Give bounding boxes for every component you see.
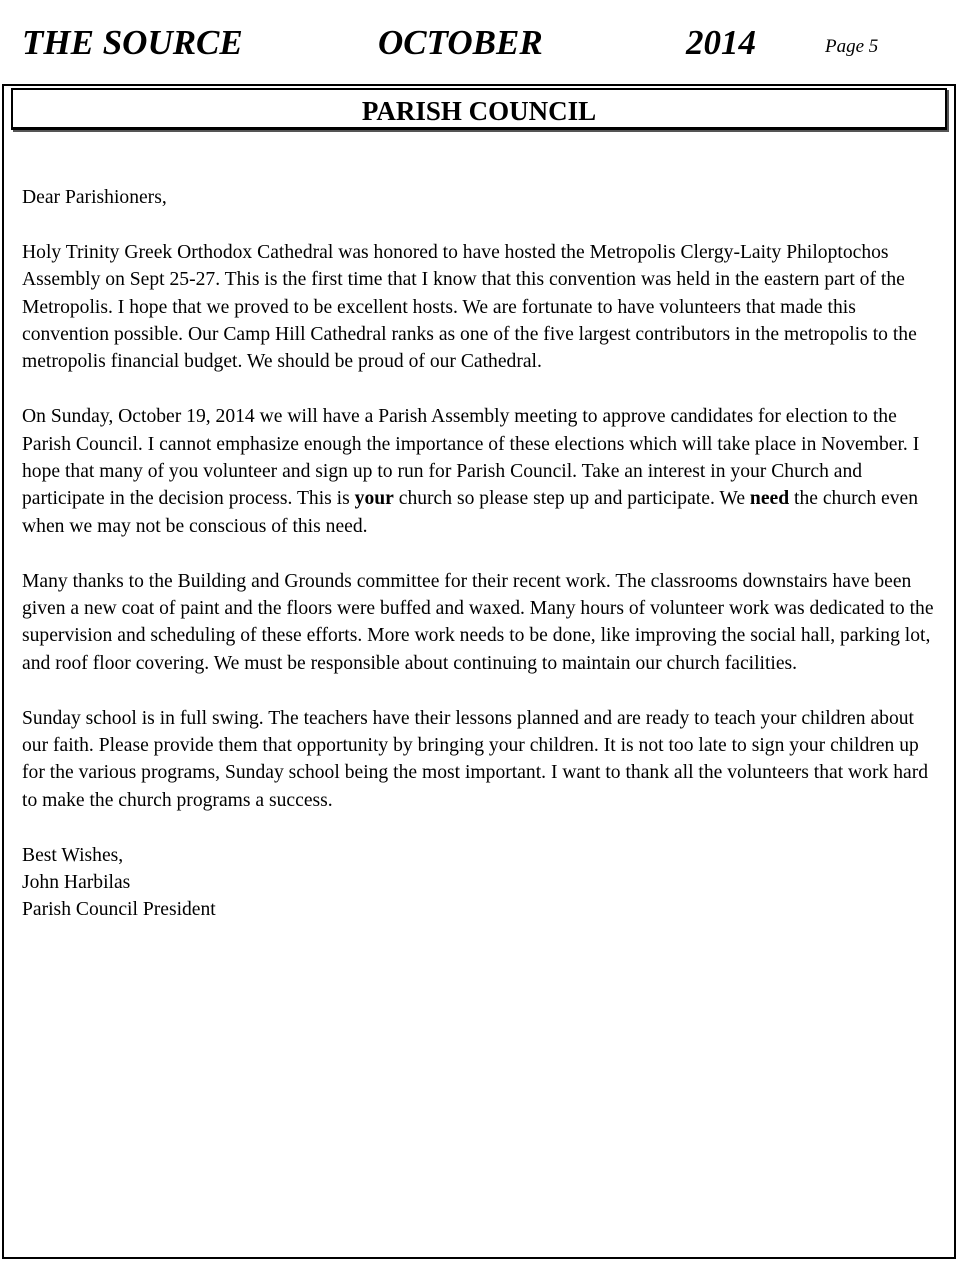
signer-title: Parish Council President: [22, 899, 216, 921]
signer-name: John Harbilas: [22, 872, 131, 894]
issue-year: 2014: [686, 23, 756, 62]
letter-body: [22, 184, 942, 924]
section-title-box: [11, 88, 947, 130]
page-header: [22, 20, 922, 66]
section-title: PARISH COUNCIL: [361, 96, 597, 126]
page-number: Page 5: [825, 36, 879, 57]
paragraph-sunday-school: Sunday school is in full swing. The teachers have their lessons planned and are ready to teach your children about our faith. Please provide them that opportunity by bringing your children. It is not too late to sign your children up for the various programs, Sunday school being the most important. I want to thank all the volunteers that work hard to make the church programs a success.: [22, 707, 929, 811]
paragraph-building-grounds: Many thanks to the Building and Grounds committee for their recent work. The classrooms downstairs have been given a new coat of paint and the floors were buffed and waxed. Many hours of volunteer work was dedicated to the supervision and scheduling of these efforts. More work needs to be done, like improving the social hall, parking lot, and roof floor covering. We must be responsible about continuing to maintain our church facilities.: [22, 570, 934, 674]
paragraph-text: the church even when we may not be conscious of this need.: [22, 488, 919, 537]
emphasis-need: need: [749, 488, 790, 510]
paragraph-text: On Sunday, October 19, 2014 we will have a Parish Assembly meeting to approve candidates for election to the Parish Council. I cannot emphasize enough the importance of these elections which will take place in November. I hope that many of you volunteer and sign up to run for Parish Council. Take an interest in your Church and participate in the decision process. This is: [22, 406, 920, 510]
emphasis-your: your: [354, 488, 394, 510]
closing-line: Best Wishes,: [22, 844, 124, 866]
paragraph-convention: Holy Trinity Greek Orthodox Cathedral was honored to have hosted the Metropolis Clergy-Laity Philoptochos Assembly on Sept 25-27. This is the first time that I know that this convention was held in the eastern part of the Metropolis. I hope that we proved to be excellent hosts. We are fortunate to have volunteers that made this convention possible. Our Camp Hill Cathedral ranks as one of the five largest contributors in the metropolis to the metropolis financial budget. We should be proud of our Cathedral.: [22, 241, 917, 373]
issue-month: OCTOBER: [378, 23, 543, 62]
paragraph-text: church so please step up and participate. We: [393, 488, 750, 510]
publication-title: THE SOURCE: [22, 23, 243, 62]
signature-block: [22, 842, 942, 924]
salutation: Dear Parishioners,: [22, 187, 167, 208]
paragraph-parish-assembly: [22, 403, 942, 540]
